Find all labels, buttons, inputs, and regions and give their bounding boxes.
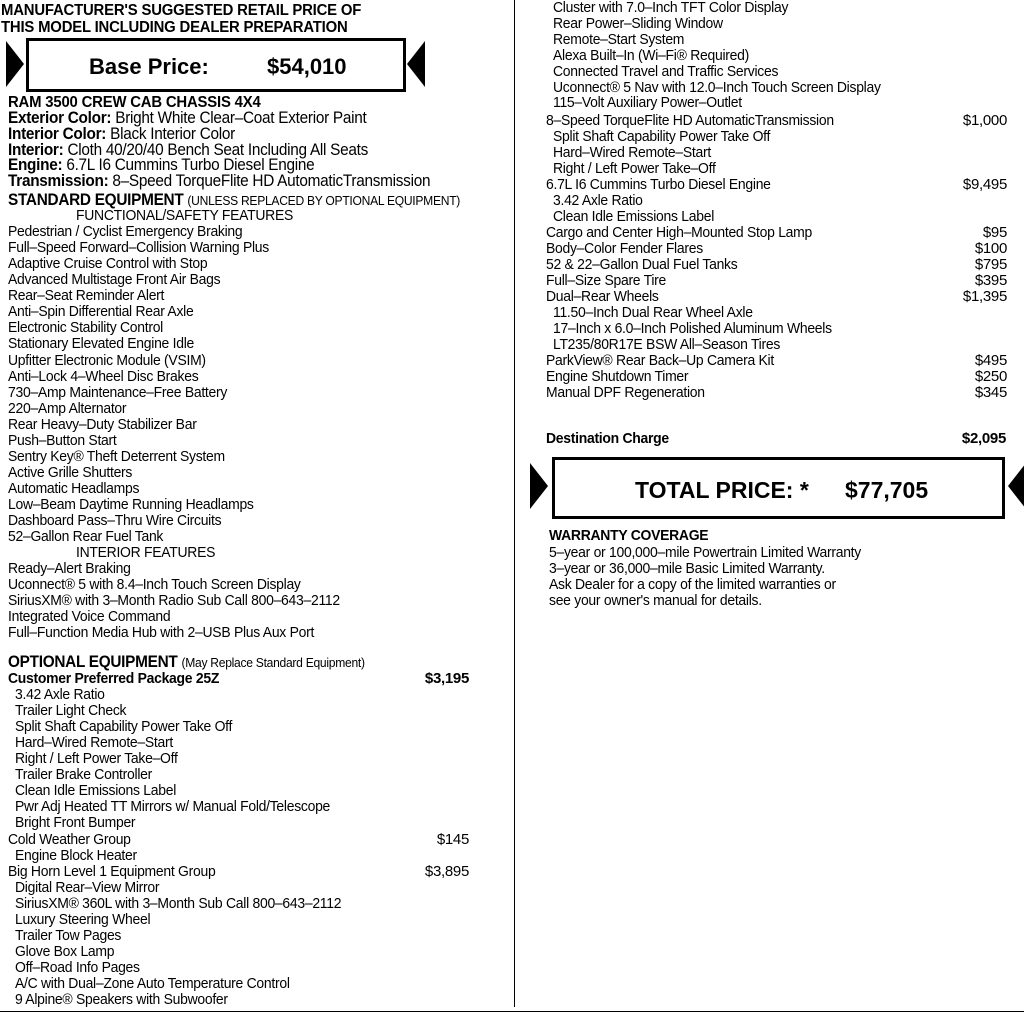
list-item: Ready–Alert Braking bbox=[8, 560, 131, 578]
option-sub-item: 17–Inch x 6.0–Inch Polished Aluminum Wheels bbox=[553, 320, 832, 337]
optional-note: (May Replace Standard Equipment) bbox=[181, 655, 365, 670]
option-group-name: Big Horn Level 1 Equipment Group bbox=[8, 862, 216, 880]
list-item: Anti–Spin Differential Rear Axle bbox=[8, 303, 194, 321]
list-item: Stationary Elevated Engine Idle bbox=[8, 335, 195, 353]
total-price-box bbox=[552, 457, 1005, 519]
list-item: Push–Button Start bbox=[8, 431, 117, 449]
option-sub-item: 11.50–Inch Dual Rear Wheel Axle bbox=[553, 304, 753, 321]
option-name: 52 & 22–Gallon Dual Fuel Tanks bbox=[546, 256, 738, 273]
spec-row bbox=[8, 173, 430, 189]
total-price-value: $77,705 bbox=[845, 477, 929, 503]
list-item: Anti–Lock 4–Wheel Disc Brakes bbox=[8, 367, 199, 385]
option-group-name: Cold Weather Group bbox=[8, 830, 131, 848]
spec-value: Cloth 40/20/40 Bench Seat Including All Seats bbox=[67, 140, 368, 159]
model-name: RAM 3500 CREW CAB CHASSIS 4X4 bbox=[8, 94, 261, 111]
option-sub-item: Engine Block Heater bbox=[15, 846, 137, 864]
spec-row bbox=[8, 157, 314, 173]
standard-title: STANDARD EQUIPMENT bbox=[8, 191, 184, 209]
option-sub-item: SiriusXM® 360L with 3–Month Sub Call 800–643–2112 bbox=[15, 894, 342, 912]
spec-label: Interior: bbox=[8, 140, 64, 159]
spec-label: Transmission: bbox=[8, 172, 109, 191]
list-item: 220–Amp Alternator bbox=[8, 399, 127, 417]
option-price: $345 bbox=[974, 384, 1007, 401]
option-price: $495 bbox=[974, 352, 1007, 369]
warranty-line: Ask Dealer for a copy of the limited warranties or bbox=[549, 576, 836, 593]
option-price: $395 bbox=[974, 272, 1007, 289]
spec-value: Black Interior Color bbox=[110, 124, 236, 143]
destination-label: Destination Charge bbox=[546, 430, 669, 447]
option-sub-item: Clean Idle Emissions Label bbox=[553, 208, 715, 225]
option-price: $250 bbox=[974, 368, 1007, 385]
standard-note: (UNLESS REPLACED BY OPTIONAL EQUIPMENT) bbox=[187, 193, 461, 208]
list-item: Upfitter Electronic Module (VSIM) bbox=[8, 351, 206, 369]
list-item: Rear Heavy–Duty Stabilizer Bar bbox=[8, 415, 197, 433]
option-sub-item: Uconnect® 5 Nav with 12.0–Inch Touch Screen Display bbox=[553, 78, 881, 96]
destination-value: $2,095 bbox=[961, 430, 1006, 447]
total-right-arrow-icon bbox=[1008, 463, 1024, 509]
left-arrow-icon bbox=[6, 41, 24, 87]
option-sub-item: Trailer Tow Pages bbox=[15, 926, 122, 944]
list-item: Active Grille Shutters bbox=[8, 463, 133, 481]
list-item: SiriusXM® with 3–Month Radio Sub Call 800–643–2112 bbox=[8, 592, 340, 610]
warranty-line: 5–year or 100,000–mile Powertrain Limited Warranty bbox=[549, 544, 861, 561]
option-sub-item: Bright Front Bumper bbox=[15, 814, 136, 832]
option-price: $1,000 bbox=[962, 112, 1007, 129]
base-price-label: Base Price: bbox=[89, 54, 209, 79]
warranty-line: see your owner's manual for details. bbox=[549, 592, 762, 609]
option-sub-item: Digital Rear–View Mirror bbox=[15, 878, 160, 896]
option-sub-item: Luxury Steering Wheel bbox=[15, 910, 151, 928]
option-group-price: $3,195 bbox=[424, 670, 469, 687]
option-name: ParkView® Rear Back–Up Camera Kit bbox=[546, 352, 774, 369]
list-item: Full–Function Media Hub with 2–USB Plus Aux Port bbox=[8, 624, 315, 642]
header-line-1: MANUFACTURER'S SUGGESTED RETAIL PRICE OF bbox=[1, 2, 362, 19]
option-sub-item: Hard–Wired Remote–Start bbox=[553, 144, 711, 161]
option-sub-item: Hard–Wired Remote–Start bbox=[15, 734, 173, 752]
header-line-2: THIS MODEL INCLUDING DEALER PREPARATION bbox=[1, 19, 348, 36]
spec-row bbox=[8, 142, 368, 158]
option-price: $9,495 bbox=[962, 176, 1007, 193]
option-group-price: $3,895 bbox=[424, 862, 469, 880]
right-arrow-icon bbox=[407, 41, 425, 87]
list-item: Advanced Multistage Front Air Bags bbox=[8, 271, 221, 289]
bottom-rule bbox=[0, 1011, 1024, 1012]
option-sub-item: Split Shaft Capability Power Take Off bbox=[553, 128, 771, 145]
option-sub-item: Rear Power–Sliding Window bbox=[553, 14, 723, 32]
option-sub-item: A/C with Dual–Zone Auto Temperature Control bbox=[15, 974, 290, 992]
option-sub-item: Alexa Built–In (Wi–Fi® Required) bbox=[553, 46, 749, 64]
spec-label: Engine: bbox=[8, 156, 63, 175]
option-sub-item: Split Shaft Capability Power Take Off bbox=[15, 718, 233, 736]
warranty-title: WARRANTY COVERAGE bbox=[549, 527, 709, 544]
spec-value: 8–Speed TorqueFlite HD AutomaticTransmission bbox=[112, 172, 431, 191]
option-sub-item: Clean Idle Emissions Label bbox=[15, 782, 177, 800]
list-item: Dashboard Pass–Thru Wire Circuits bbox=[8, 512, 222, 529]
option-sub-item: 115–Volt Auxiliary Power–Outlet bbox=[553, 94, 742, 112]
option-group-name: Customer Preferred Package 25Z bbox=[8, 670, 220, 687]
option-sub-item: Pwr Adj Heated TT Mirrors w/ Manual Fold/Telescope bbox=[15, 798, 331, 816]
option-name: Body–Color Fender Flares bbox=[546, 240, 703, 257]
option-sub-item: Right / Left Power Take–Off bbox=[553, 160, 716, 177]
option-price: $1,395 bbox=[962, 288, 1007, 305]
spec-value: Bright White Clear–Coat Exterior Paint bbox=[115, 109, 367, 127]
optional-title: OPTIONAL EQUIPMENT bbox=[8, 653, 178, 671]
list-item: Automatic Headlamps bbox=[8, 479, 140, 497]
option-sub-item: Off–Road Info Pages bbox=[15, 958, 140, 976]
warranty-line: 3–year or 36,000–mile Basic Limited Warranty. bbox=[549, 560, 825, 577]
interior-features-subheading: INTERIOR FEATURES bbox=[76, 544, 216, 562]
option-sub-item: Remote–Start System bbox=[553, 30, 685, 48]
option-sub-item: Glove Box Lamp bbox=[15, 942, 115, 960]
list-item: Rear–Seat Reminder Alert bbox=[8, 287, 165, 305]
spec-row bbox=[8, 126, 235, 142]
option-name: Manual DPF Regeneration bbox=[546, 384, 705, 401]
option-sub-item: 3.42 Axle Ratio bbox=[553, 192, 643, 209]
option-sub-item: 9 Alpine® Speakers with Subwoofer bbox=[15, 991, 228, 1008]
option-sub-item: LT235/80R17E BSW All–Season Tires bbox=[553, 336, 781, 353]
list-item: Uconnect® 5 with 8.4–Inch Touch Screen Display bbox=[8, 576, 301, 594]
list-item: Low–Beam Daytime Running Headlamps bbox=[8, 495, 254, 513]
total-left-arrow-icon bbox=[530, 463, 548, 509]
option-sub-item: Connected Travel and Traffic Services bbox=[553, 62, 779, 80]
optional-equipment-heading bbox=[8, 654, 365, 671]
spec-row bbox=[8, 110, 366, 126]
spec-label: Exterior Color: bbox=[8, 109, 112, 127]
option-name: Dual–Rear Wheels bbox=[546, 288, 659, 305]
base-price-value: $54,010 bbox=[267, 54, 347, 79]
spec-value: 6.7L I6 Cummins Turbo Diesel Engine bbox=[66, 156, 315, 175]
base-price-box bbox=[26, 38, 406, 92]
option-price: $100 bbox=[974, 240, 1007, 257]
list-item: Sentry Key® Theft Deterrent System bbox=[8, 447, 225, 465]
list-item: Integrated Voice Command bbox=[8, 608, 171, 626]
option-name: Cargo and Center High–Mounted Stop Lamp bbox=[546, 224, 812, 241]
list-item: 52–Gallon Rear Fuel Tank bbox=[8, 528, 164, 546]
option-name: Full–Size Spare Tire bbox=[546, 272, 667, 289]
column-divider bbox=[514, 0, 515, 1007]
list-item: Electronic Stability Control bbox=[8, 319, 164, 337]
option-sub-item: Trailer Brake Controller bbox=[15, 766, 152, 784]
list-item: Full–Speed Forward–Collision Warning Plus bbox=[8, 239, 269, 257]
option-price: $95 bbox=[982, 224, 1007, 241]
list-item: 730–Amp Maintenance–Free Battery bbox=[8, 383, 228, 401]
functional-safety-subheading: FUNCTIONAL/SAFETY FEATURES bbox=[76, 207, 294, 225]
option-name: 6.7L I6 Cummins Turbo Diesel Engine bbox=[546, 176, 771, 193]
total-price-label: TOTAL PRICE: * bbox=[635, 477, 809, 503]
spec-label: Interior Color: bbox=[8, 124, 107, 143]
option-name: Engine Shutdown Timer bbox=[546, 368, 689, 385]
option-name: 8–Speed TorqueFlite HD AutomaticTransmission bbox=[546, 112, 834, 129]
option-sub-item: Trailer Light Check bbox=[15, 702, 127, 720]
option-price: $795 bbox=[974, 256, 1007, 273]
option-sub-item: 3.42 Axle Ratio bbox=[15, 686, 105, 704]
option-sub-item: Cluster with 7.0–Inch TFT Color Display bbox=[553, 0, 789, 16]
option-sub-item: Right / Left Power Take–Off bbox=[15, 750, 178, 768]
option-group-price: $145 bbox=[436, 830, 469, 848]
list-item: Pedestrian / Cyclist Emergency Braking bbox=[8, 223, 243, 241]
list-item: Adaptive Cruise Control with Stop bbox=[8, 255, 208, 273]
